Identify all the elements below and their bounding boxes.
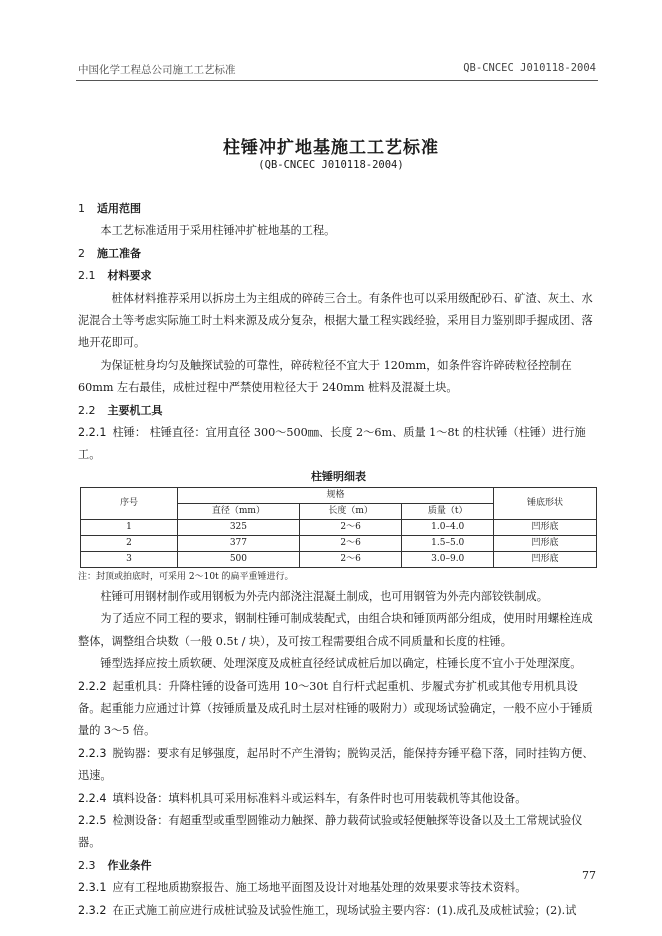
table-cell: 2～6 — [299, 551, 402, 567]
subsection-heading: 2.2 主要机工具 — [78, 403, 163, 417]
table-header-diameter: 直径（mm） — [178, 503, 300, 519]
clause: 2.2.1 柱锤： 柱锤直径：宜用直径 300～500㎜、长度 2～6m、质量 1～8t 的柱状锤（柱锤）进行施工。 — [78, 426, 586, 462]
paragraph: 为保证桩身均匀及触探试验的可靠性，碎砖粒径不宜大于 120mm，如条件容许碎砖粒径控制在60mm 左右最佳，成桩过程中严禁使用粒径大于 240mm 桩料及混凝土块。 — [78, 358, 572, 395]
subsection-heading: 2.3 作业条件 — [78, 858, 152, 872]
clause: 2.2.2 起重机具：升降柱锤的设备可选用 10～30t 自行杆式起重机、步履式夯扩机或其他专用机具设备。起重能力应通过计算（按锤质量及成孔时土层对柱锤的吸附力）或现场试验确定，一般不应小于锤质量的 3～5 倍。 — [78, 679, 593, 738]
section-heading: 1 适用范围 — [78, 202, 141, 215]
hammer-spec-table — [80, 487, 597, 568]
table-cell: 1 — [81, 519, 178, 535]
table-header-length: 长度（m） — [299, 503, 402, 519]
document-subtitle: (QB-CNCEC J010118-2004) — [258, 159, 404, 171]
clause: 2.2.5 检测设备：有超重型或重型圆锥动力触探、静力载荷试验或轻便触探等设备以及土工常规试验仪器。 — [78, 813, 583, 850]
table-cell: 1.0–4.0 — [402, 519, 494, 535]
table-cell: 3 — [81, 551, 178, 567]
table-header-mass: 质量（t） — [402, 503, 494, 519]
table-cell: 1.5–5.0 — [402, 535, 494, 551]
running-header-code: QB-CNCEC J010118-2004 — [463, 62, 596, 74]
table-cell: 325 — [178, 519, 300, 535]
table-caption: 柱锤明细表 — [311, 469, 366, 483]
table-cell: 500 — [178, 551, 300, 567]
table-row — [81, 551, 597, 567]
table-header-spec: 规格 — [178, 487, 494, 503]
subsection-heading: 2.1 材料要求 — [78, 269, 152, 283]
table-cell: 3.0–9.0 — [402, 551, 494, 567]
table-header-seq: 序号 — [81, 487, 178, 519]
paragraph: 本工艺标准适用于采用柱锤冲扩桩地基的工程。 — [100, 224, 336, 238]
clause: 2.3.1 应有工程地质勘察报告、施工场地平面图及设计对地基处理的效果要求等技术资料。 — [78, 881, 527, 895]
section-heading: 2 施工准备 — [78, 246, 141, 260]
running-header-org: 中国化学工程总公司施工工艺标准 — [78, 64, 236, 76]
header-rule — [76, 80, 598, 81]
table-row — [81, 519, 597, 535]
paragraph: 锤型选择应按土质软硬、处理深度及成桩直径经试成桩后加以确定，柱锤长度不宜小于处理深度。 — [100, 657, 582, 671]
clause: 2.3.2 在正式施工前应进行成桩试验及试验性施工，现场试验主要内容：(1).成孔及成桩试验；(2).试 — [78, 903, 577, 917]
table-row — [81, 535, 597, 551]
table-cell: 2～6 — [299, 519, 402, 535]
table-cell: 2 — [81, 535, 178, 551]
page-number: 77 — [582, 869, 596, 882]
table-cell: 377 — [178, 535, 300, 551]
table-note: 注：封顶或拍底时，可采用 2～10t 的扁平重锤进行。 — [78, 571, 294, 582]
paragraph: 柱锤可用钢材制作或用钢板为外壳内部浇注混凝土制成，也可用钢管为外壳内部铰铁制成。 — [100, 589, 548, 603]
table-cell: 2～6 — [299, 535, 402, 551]
table-header-shape: 锤底形状 — [494, 487, 597, 519]
document-title: 柱锤冲扩地基施工工艺标准 — [223, 138, 439, 158]
document-body — [78, 198, 599, 922]
clause: 2.2.4 填料设备：填料机具可采用标准料斗或运料车，有条件时也可用装载机等其他设备。 — [78, 791, 527, 805]
paragraph: 桩体材料推荐采用以拆房土为主组成的碎砖三合土。有条件也可以采用级配砂石、矿渣、灰土、水泥混合土等考虑实际施工时土料来源及成分复杂，根据大量工程实践经验，采用目力鉴别即手握成团、落地开花即可。 — [78, 291, 593, 350]
clause: 2.2.3 脱钩器：要求有足够强度，起吊时不产生滑钩；脱钩灵活，能保持夯锤平稳下落，同时挂钩方便、迅速。 — [78, 746, 594, 783]
table-cell: 凹形底 — [494, 519, 597, 535]
table-cell: 凹形底 — [494, 551, 597, 567]
paragraph: 为了适应不同工程的要求，钢制柱锤可制成装配式，由组合块和锤顶两部分组成，使用时用螺栓连成整体，调整组合块数（一般 0.5t / 块），及可按工程需要组合成不同质量和长度的柱锤。 — [78, 612, 593, 648]
table-cell: 凹形底 — [494, 535, 597, 551]
